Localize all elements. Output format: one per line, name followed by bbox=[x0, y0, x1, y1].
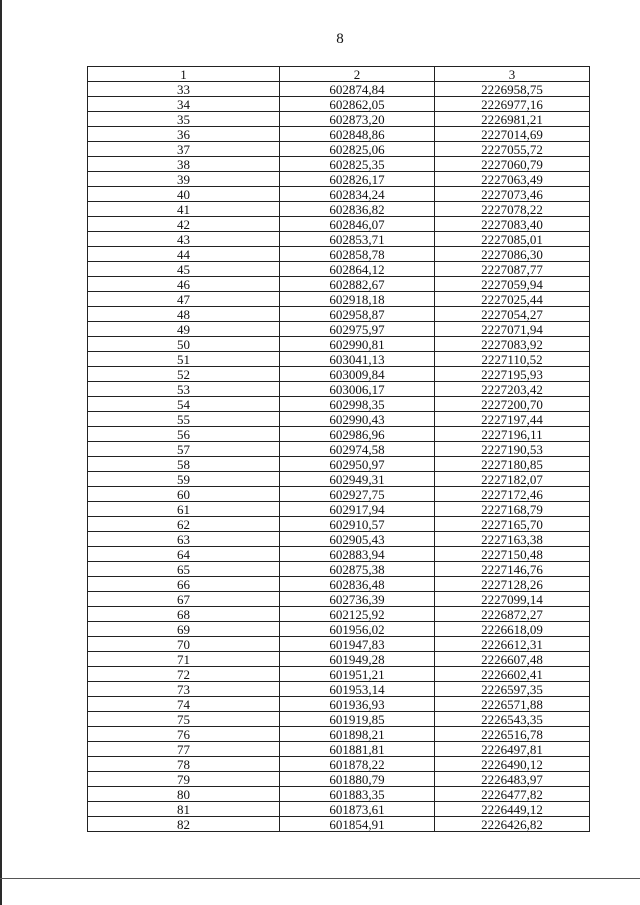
point-number-cell: 33 bbox=[88, 82, 280, 97]
point-number-cell: 48 bbox=[88, 307, 280, 322]
coordinate-x-cell: 602883,94 bbox=[280, 547, 435, 562]
table-row bbox=[88, 712, 590, 727]
coordinate-y-cell: 2226597,35 bbox=[435, 682, 590, 697]
table-row bbox=[88, 202, 590, 217]
coordinate-y-cell: 2226981,21 bbox=[435, 112, 590, 127]
table-row bbox=[88, 727, 590, 742]
table-row bbox=[88, 802, 590, 817]
coordinate-x-cell: 601854,91 bbox=[280, 817, 435, 832]
table-row bbox=[88, 217, 590, 232]
point-number-cell: 45 bbox=[88, 262, 280, 277]
coordinates-table-body bbox=[88, 67, 590, 832]
point-number-cell: 43 bbox=[88, 232, 280, 247]
coordinate-x-cell: 602836,82 bbox=[280, 202, 435, 217]
coordinate-y-cell: 2226607,48 bbox=[435, 652, 590, 667]
coordinate-x-cell: 602834,24 bbox=[280, 187, 435, 202]
coordinate-x-cell: 602848,86 bbox=[280, 127, 435, 142]
coordinate-y-cell: 2227190,53 bbox=[435, 442, 590, 457]
coordinate-x-cell: 602986,96 bbox=[280, 427, 435, 442]
table-row bbox=[88, 262, 590, 277]
coordinate-y-cell: 2227150,48 bbox=[435, 547, 590, 562]
coordinate-y-cell: 2227078,22 bbox=[435, 202, 590, 217]
coordinate-y-cell: 2227071,94 bbox=[435, 322, 590, 337]
table-row bbox=[88, 817, 590, 832]
table-row bbox=[88, 622, 590, 637]
coordinate-y-cell: 2227059,94 bbox=[435, 277, 590, 292]
table-row bbox=[88, 427, 590, 442]
coordinate-y-cell: 2226958,75 bbox=[435, 82, 590, 97]
point-number-cell: 57 bbox=[88, 442, 280, 457]
point-number-cell: 68 bbox=[88, 607, 280, 622]
table-row bbox=[88, 307, 590, 322]
coordinate-y-cell: 2227063,49 bbox=[435, 172, 590, 187]
point-number-cell: 75 bbox=[88, 712, 280, 727]
point-number-cell: 36 bbox=[88, 127, 280, 142]
coordinate-x-cell: 602826,17 bbox=[280, 172, 435, 187]
point-number-cell: 55 bbox=[88, 412, 280, 427]
column-header-1: 1 bbox=[88, 67, 280, 82]
coordinate-y-cell: 2226477,82 bbox=[435, 787, 590, 802]
table-row bbox=[88, 187, 590, 202]
coordinate-y-cell: 2227200,70 bbox=[435, 397, 590, 412]
point-number-cell: 54 bbox=[88, 397, 280, 412]
coordinate-y-cell: 2226612,31 bbox=[435, 637, 590, 652]
table-row bbox=[88, 142, 590, 157]
coordinate-x-cell: 602875,38 bbox=[280, 562, 435, 577]
table-row bbox=[88, 652, 590, 667]
point-number-cell: 73 bbox=[88, 682, 280, 697]
coordinate-x-cell: 602958,87 bbox=[280, 307, 435, 322]
point-number-cell: 70 bbox=[88, 637, 280, 652]
coordinate-x-cell: 602125,92 bbox=[280, 607, 435, 622]
table-row bbox=[88, 127, 590, 142]
table-row bbox=[88, 517, 590, 532]
coordinate-x-cell: 602917,94 bbox=[280, 502, 435, 517]
coordinate-x-cell: 603006,17 bbox=[280, 382, 435, 397]
point-number-cell: 69 bbox=[88, 622, 280, 637]
coordinate-x-cell: 602998,35 bbox=[280, 397, 435, 412]
coordinate-x-cell: 602873,20 bbox=[280, 112, 435, 127]
coordinate-x-cell: 602918,18 bbox=[280, 292, 435, 307]
table-row bbox=[88, 532, 590, 547]
coordinate-y-cell: 2227196,11 bbox=[435, 427, 590, 442]
coordinate-y-cell: 2227197,44 bbox=[435, 412, 590, 427]
point-number-cell: 81 bbox=[88, 802, 280, 817]
coordinate-y-cell: 2226618,09 bbox=[435, 622, 590, 637]
coordinate-x-cell: 602846,07 bbox=[280, 217, 435, 232]
coordinate-x-cell: 601956,02 bbox=[280, 622, 435, 637]
left-edge-rule bbox=[0, 0, 2, 905]
point-number-cell: 60 bbox=[88, 487, 280, 502]
table-row bbox=[88, 772, 590, 787]
point-number-cell: 82 bbox=[88, 817, 280, 832]
table-row bbox=[88, 562, 590, 577]
coordinate-x-cell: 602975,97 bbox=[280, 322, 435, 337]
point-number-cell: 47 bbox=[88, 292, 280, 307]
point-number-cell: 53 bbox=[88, 382, 280, 397]
point-number-cell: 50 bbox=[88, 337, 280, 352]
table-row bbox=[88, 82, 590, 97]
coordinate-x-cell: 601919,85 bbox=[280, 712, 435, 727]
coordinate-x-cell: 602736,39 bbox=[280, 592, 435, 607]
coordinate-y-cell: 2227060,79 bbox=[435, 157, 590, 172]
coordinate-y-cell: 2227054,27 bbox=[435, 307, 590, 322]
coordinate-y-cell: 2226543,35 bbox=[435, 712, 590, 727]
table-row bbox=[88, 637, 590, 652]
coordinate-x-cell: 602858,78 bbox=[280, 247, 435, 262]
coordinate-y-cell: 2226497,81 bbox=[435, 742, 590, 757]
table-row bbox=[88, 232, 590, 247]
table-row bbox=[88, 277, 590, 292]
coordinate-y-cell: 2227083,40 bbox=[435, 217, 590, 232]
coordinate-y-cell: 2227025,44 bbox=[435, 292, 590, 307]
table-row bbox=[88, 547, 590, 562]
coordinate-y-cell: 2227146,76 bbox=[435, 562, 590, 577]
table-row bbox=[88, 667, 590, 682]
table-row bbox=[88, 337, 590, 352]
point-number-cell: 62 bbox=[88, 517, 280, 532]
coordinate-y-cell: 2227128,26 bbox=[435, 577, 590, 592]
point-number-cell: 66 bbox=[88, 577, 280, 592]
table-row bbox=[88, 247, 590, 262]
coordinate-x-cell: 602974,58 bbox=[280, 442, 435, 457]
coordinate-x-cell: 603009,84 bbox=[280, 367, 435, 382]
coordinate-y-cell: 2227172,46 bbox=[435, 487, 590, 502]
table-row bbox=[88, 787, 590, 802]
table-row bbox=[88, 742, 590, 757]
coordinate-x-cell: 602990,43 bbox=[280, 412, 435, 427]
coordinate-y-cell: 2226483,97 bbox=[435, 772, 590, 787]
table-row bbox=[88, 157, 590, 172]
table-row bbox=[88, 412, 590, 427]
coordinate-y-cell: 2227099,14 bbox=[435, 592, 590, 607]
coordinate-y-cell: 2227182,07 bbox=[435, 472, 590, 487]
column-header-3: 3 bbox=[435, 67, 590, 82]
point-number-cell: 63 bbox=[88, 532, 280, 547]
table-row bbox=[88, 757, 590, 772]
point-number-cell: 80 bbox=[88, 787, 280, 802]
point-number-cell: 64 bbox=[88, 547, 280, 562]
table-row bbox=[88, 292, 590, 307]
table-row bbox=[88, 352, 590, 367]
coordinate-y-cell: 2227180,85 bbox=[435, 457, 590, 472]
coordinate-x-cell: 601883,35 bbox=[280, 787, 435, 802]
coordinate-y-cell: 2227110,52 bbox=[435, 352, 590, 367]
coordinate-x-cell: 602864,12 bbox=[280, 262, 435, 277]
coordinate-y-cell: 2227085,01 bbox=[435, 232, 590, 247]
table-row bbox=[88, 502, 590, 517]
coordinate-x-cell: 602874,84 bbox=[280, 82, 435, 97]
table-row bbox=[88, 112, 590, 127]
coordinate-x-cell: 602910,57 bbox=[280, 517, 435, 532]
table-row bbox=[88, 472, 590, 487]
coordinate-x-cell: 601951,21 bbox=[280, 667, 435, 682]
coordinate-y-cell: 2227014,69 bbox=[435, 127, 590, 142]
point-number-cell: 74 bbox=[88, 697, 280, 712]
coordinate-x-cell: 601878,22 bbox=[280, 757, 435, 772]
table-header-row bbox=[88, 67, 590, 82]
point-number-cell: 37 bbox=[88, 142, 280, 157]
point-number-cell: 67 bbox=[88, 592, 280, 607]
coordinate-y-cell: 2226571,88 bbox=[435, 697, 590, 712]
page-number: 8 bbox=[336, 31, 344, 47]
coordinate-y-cell: 2226602,41 bbox=[435, 667, 590, 682]
coordinate-y-cell: 2226426,82 bbox=[435, 817, 590, 832]
point-number-cell: 42 bbox=[88, 217, 280, 232]
coordinate-y-cell: 2227165,70 bbox=[435, 517, 590, 532]
table-row bbox=[88, 487, 590, 502]
point-number-cell: 41 bbox=[88, 202, 280, 217]
coordinate-x-cell: 601947,83 bbox=[280, 637, 435, 652]
table-row bbox=[88, 682, 590, 697]
point-number-cell: 49 bbox=[88, 322, 280, 337]
table-row bbox=[88, 592, 590, 607]
coordinate-x-cell: 602825,35 bbox=[280, 157, 435, 172]
coordinate-x-cell: 602862,05 bbox=[280, 97, 435, 112]
coordinate-x-cell: 602927,75 bbox=[280, 487, 435, 502]
point-number-cell: 34 bbox=[88, 97, 280, 112]
table-row bbox=[88, 172, 590, 187]
coordinate-x-cell: 602990,81 bbox=[280, 337, 435, 352]
coordinate-x-cell: 601880,79 bbox=[280, 772, 435, 787]
table-row bbox=[88, 382, 590, 397]
coordinate-y-cell: 2227168,79 bbox=[435, 502, 590, 517]
point-number-cell: 78 bbox=[88, 757, 280, 772]
table-row bbox=[88, 97, 590, 112]
coordinate-x-cell: 602949,31 bbox=[280, 472, 435, 487]
coordinate-x-cell: 602825,06 bbox=[280, 142, 435, 157]
point-number-cell: 58 bbox=[88, 457, 280, 472]
column-header-2: 2 bbox=[280, 67, 435, 82]
coordinate-y-cell: 2227163,38 bbox=[435, 532, 590, 547]
coordinate-y-cell: 2227073,46 bbox=[435, 187, 590, 202]
coordinate-y-cell: 2226449,12 bbox=[435, 802, 590, 817]
point-number-cell: 59 bbox=[88, 472, 280, 487]
table-row bbox=[88, 697, 590, 712]
table-row bbox=[88, 367, 590, 382]
coordinate-x-cell: 602950,97 bbox=[280, 457, 435, 472]
coordinate-x-cell: 601881,81 bbox=[280, 742, 435, 757]
table-row bbox=[88, 607, 590, 622]
coordinate-y-cell: 2226516,78 bbox=[435, 727, 590, 742]
point-number-cell: 72 bbox=[88, 667, 280, 682]
coordinate-y-cell: 2227203,42 bbox=[435, 382, 590, 397]
point-number-cell: 71 bbox=[88, 652, 280, 667]
coordinate-y-cell: 2227083,92 bbox=[435, 337, 590, 352]
point-number-cell: 38 bbox=[88, 157, 280, 172]
point-number-cell: 56 bbox=[88, 427, 280, 442]
point-number-cell: 77 bbox=[88, 742, 280, 757]
point-number-cell: 51 bbox=[88, 352, 280, 367]
coordinate-x-cell: 602853,71 bbox=[280, 232, 435, 247]
coordinate-y-cell: 2226872,27 bbox=[435, 607, 590, 622]
table-row bbox=[88, 397, 590, 412]
coordinate-y-cell: 2227086,30 bbox=[435, 247, 590, 262]
coordinate-x-cell: 601873,61 bbox=[280, 802, 435, 817]
point-number-cell: 39 bbox=[88, 172, 280, 187]
point-number-cell: 76 bbox=[88, 727, 280, 742]
point-number-cell: 52 bbox=[88, 367, 280, 382]
point-number-cell: 44 bbox=[88, 247, 280, 262]
table-row bbox=[88, 442, 590, 457]
coordinate-x-cell: 602905,43 bbox=[280, 532, 435, 547]
point-number-cell: 40 bbox=[88, 187, 280, 202]
coordinates-table bbox=[87, 66, 590, 832]
table-row bbox=[88, 457, 590, 472]
coordinate-x-cell: 601898,21 bbox=[280, 727, 435, 742]
point-number-cell: 46 bbox=[88, 277, 280, 292]
coordinate-x-cell: 601936,93 bbox=[280, 697, 435, 712]
coordinate-y-cell: 2226490,12 bbox=[435, 757, 590, 772]
coordinate-x-cell: 602882,67 bbox=[280, 277, 435, 292]
coordinate-x-cell: 601949,28 bbox=[280, 652, 435, 667]
coordinate-x-cell: 601953,14 bbox=[280, 682, 435, 697]
coordinate-x-cell: 603041,13 bbox=[280, 352, 435, 367]
point-number-cell: 61 bbox=[88, 502, 280, 517]
point-number-cell: 65 bbox=[88, 562, 280, 577]
point-number-cell: 79 bbox=[88, 772, 280, 787]
table-row bbox=[88, 322, 590, 337]
coordinate-y-cell: 2227087,77 bbox=[435, 262, 590, 277]
coordinate-y-cell: 2226977,16 bbox=[435, 97, 590, 112]
point-number-cell: 35 bbox=[88, 112, 280, 127]
coordinate-x-cell: 602836,48 bbox=[280, 577, 435, 592]
coordinate-y-cell: 2227055,72 bbox=[435, 142, 590, 157]
table-row bbox=[88, 577, 590, 592]
bottom-edge-rule bbox=[0, 878, 640, 879]
coordinate-y-cell: 2227195,93 bbox=[435, 367, 590, 382]
